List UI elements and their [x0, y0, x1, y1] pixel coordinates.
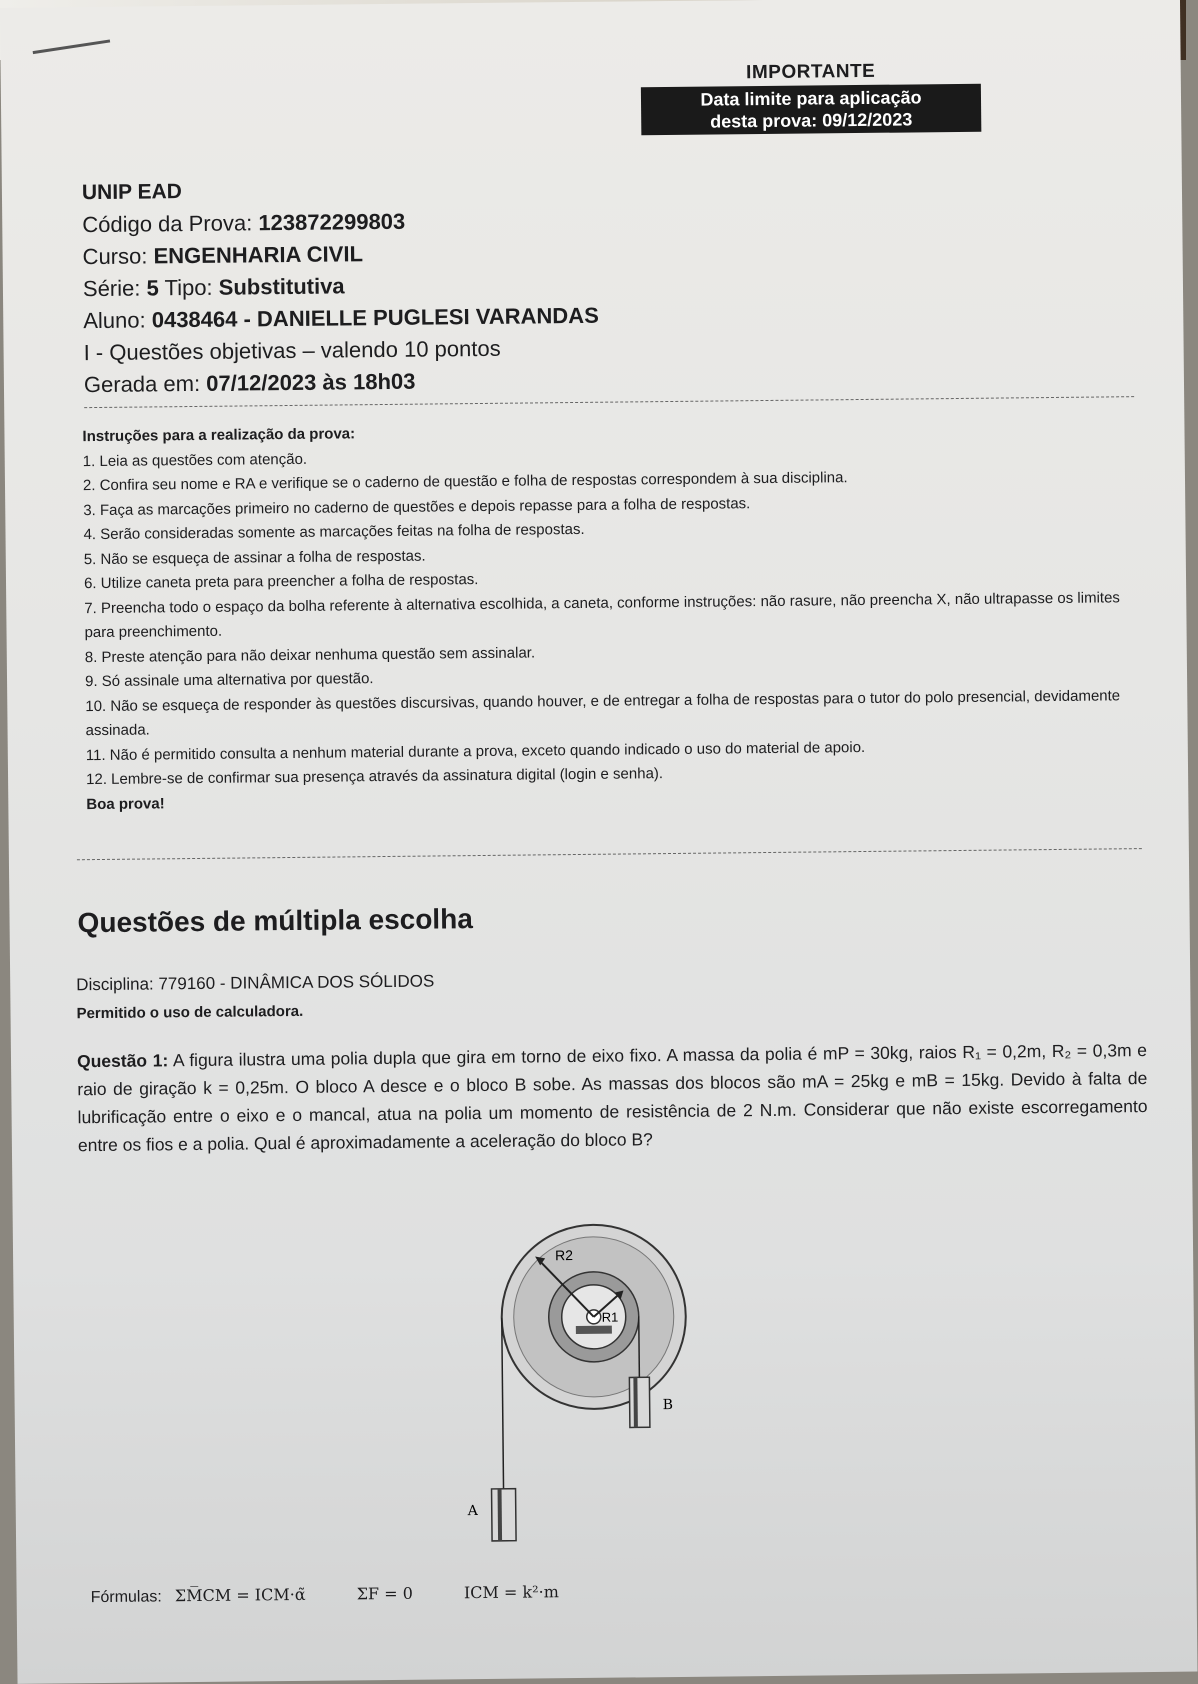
- deadline-line1: Data limite para aplicação: [700, 87, 922, 110]
- r1-label: R1: [601, 1309, 619, 1325]
- divider: [77, 848, 1142, 860]
- course-label: Curso:: [82, 243, 154, 270]
- generated-value: 07/12/2023 às 18h03: [206, 368, 416, 396]
- student: [83, 300, 599, 337]
- instruction-item: 5. Não se esqueça de assinar a folha de respostas.: [83, 547, 426, 568]
- block-a: [492, 1489, 517, 1541]
- series-label: Série:: [82, 275, 147, 302]
- exam-code-label: Código da Prova:: [82, 210, 259, 238]
- pulley-figure: [467, 1211, 707, 1553]
- instruction-item: 4. Serão consideradas somente as marcações feitas na folha de respostas.: [83, 520, 585, 544]
- instruction-item: 7. Preencha todo o espaço da bolha referente à alternativa escolhida, a caneta, conforme instruções: não rasure, não preencha X, não ultrapasse os limites para preenchimento.: [84, 588, 1120, 642]
- series-value: 5: [146, 275, 159, 301]
- instruction-item: 12. Lembre-se de confirmar sua presença através da assinatura digital (login e senha).: [85, 765, 664, 789]
- instruction-item: 8. Preste atenção para não deixar nenhuma questão sem assinalar.: [84, 643, 536, 666]
- section-title: Questões de múltipla escolha: [77, 903, 473, 939]
- question-1: [77, 1036, 1148, 1159]
- instruction-item: 10. Não se esqueça de responder às questões discursivas, quando houver, e de entregar a folha de respostas para o tutor do polo presencial, devidamente assinada.: [85, 686, 1121, 740]
- block-b-shade: [633, 1377, 638, 1427]
- rope-a: [502, 1318, 504, 1491]
- institution: UNIP EAD: [81, 180, 183, 205]
- exam-code-value: 123872299803: [258, 208, 406, 236]
- question-label: Questão 1:: [76, 1050, 169, 1072]
- instructions: [82, 414, 1146, 817]
- instruction-item: 6. Utilize caneta preta para preencher a folha de respostas.: [83, 571, 479, 593]
- block-b-label: B: [662, 1397, 674, 1414]
- pen-mark: [33, 39, 111, 54]
- formula-inertia: ICM = k²·m: [463, 1582, 559, 1603]
- deadline-line2: desta prova: 09/12/2023: [710, 109, 913, 132]
- exam-header: [82, 172, 600, 401]
- instruction-item: 1. Leia as questões com atenção.: [82, 450, 308, 470]
- student-value: 0438464 - DANIELLE PUGLESI VARANDAS: [151, 302, 599, 333]
- type-value: Substitutiva: [218, 273, 345, 300]
- course: [82, 236, 598, 273]
- generated-label: Gerada em:: [83, 370, 207, 398]
- rope-b: [639, 1316, 640, 1379]
- important-title: IMPORTANTE: [745, 60, 876, 84]
- question-text: A figura ilustra uma polia dupla que gira em torno de eixo fixo. A massa da polia é mP = 30kg, raios R₁ = 0,2m, R₂ = 0,3m e raio de giração k = 0,25m. O bloco A desce e o bloco B sobe. As massas dos blocos são mA = 25kg e mB = 15kg. Devido à falta de lubrificação entre o eixo e o mancal, atua na polia um momento de resistência de 2 N.m. Considerar que não existe escorregamento entre os fios e a polia. Qual é aproximadamente a aceleração do bloco B?: [77, 1040, 1148, 1156]
- bearing: [576, 1326, 612, 1334]
- instruction-item: 3. Faça as marcações primeiro no caderno de questões e depois repasse para a folha de respostas.: [83, 494, 751, 519]
- calculator-permission: Permitido o uso de calculadora.: [76, 1002, 304, 1023]
- instructions-title: Instruções para a realização da prova:: [82, 425, 356, 446]
- block-a-shade: [498, 1489, 503, 1541]
- student-label: Aluno:: [83, 307, 152, 334]
- formulas-label: Fórmulas:: [90, 1588, 162, 1607]
- course-value: ENGENHARIA CIVIL: [153, 241, 364, 269]
- exam-code: [82, 204, 598, 241]
- instruction-item: 2. Confira seu nome e RA e verifique se o caderno de questão e folha de respostas correspondem à sua disciplina.: [82, 469, 848, 495]
- section-label: I - Questões objetivas – valendo 10 pontos: [83, 335, 501, 366]
- formulas: [91, 1582, 605, 1607]
- block-a-label: A: [467, 1503, 478, 1520]
- closing-text: Boa prova!: [86, 794, 165, 813]
- discipline: Disciplina: 779160 - DINÂMICA DOS SÓLIDOS: [76, 971, 435, 995]
- r2-label: R2: [555, 1247, 574, 1264]
- block-b: [629, 1377, 650, 1427]
- type-label: Tipo:: [158, 274, 219, 301]
- deadline-box: [641, 84, 981, 136]
- generated-date: [84, 364, 600, 401]
- instruction-item: 11. Não é permitido consulta a nenhum material durante a prova, exceto quando indicado o uso do material de apoio.: [85, 738, 866, 764]
- formula-moment: ΣM̅CM = ICM·α̃: [174, 1584, 306, 1606]
- formula-force: ΣF = 0: [356, 1583, 413, 1604]
- important-notice: [641, 60, 982, 136]
- instruction-item: 9. Só assinale uma alternativa por questão.: [84, 670, 374, 691]
- series-type: [83, 268, 599, 305]
